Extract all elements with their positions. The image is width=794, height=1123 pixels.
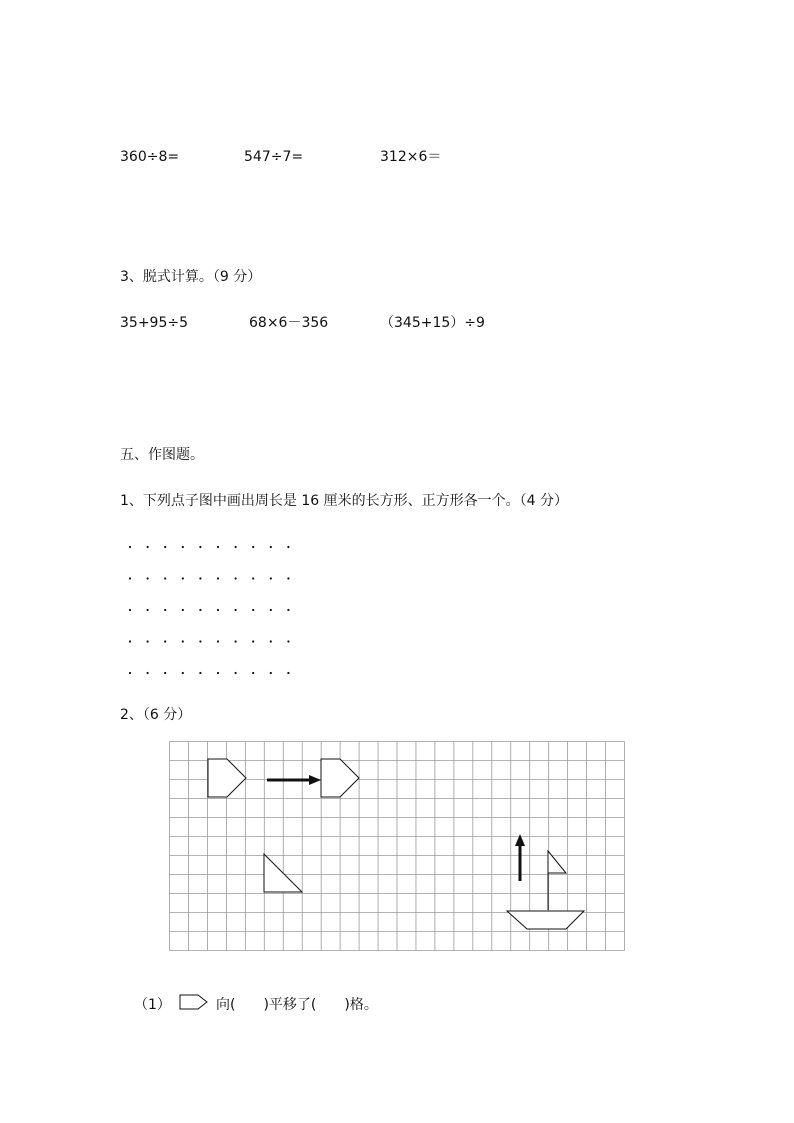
dot bbox=[217, 609, 219, 611]
arrow-right-icon bbox=[267, 775, 321, 785]
dot bbox=[129, 640, 131, 642]
dot bbox=[182, 640, 184, 642]
arrow-up-icon bbox=[515, 834, 525, 881]
dot bbox=[147, 577, 149, 579]
dot bbox=[287, 546, 289, 548]
dot bbox=[129, 577, 131, 579]
pentagon-original bbox=[208, 759, 246, 797]
dot bbox=[147, 546, 149, 548]
dot bbox=[235, 577, 237, 579]
dot bbox=[164, 640, 166, 642]
calc-problem-3: 312×6＝ bbox=[380, 149, 442, 165]
dot-grid bbox=[120, 535, 320, 685]
dot bbox=[287, 609, 289, 611]
dot bbox=[252, 577, 254, 579]
dot bbox=[270, 609, 272, 611]
dot bbox=[217, 672, 219, 674]
dot bbox=[287, 672, 289, 674]
dot bbox=[182, 577, 184, 579]
dot bbox=[252, 672, 254, 674]
dot bbox=[182, 672, 184, 674]
dot bbox=[199, 609, 201, 611]
step-problem-1: 35+95÷5 bbox=[120, 315, 188, 331]
dot bbox=[235, 672, 237, 674]
dot bbox=[199, 577, 201, 579]
dot bbox=[287, 577, 289, 579]
dot bbox=[199, 546, 201, 548]
calc-problem-1: 360÷8= bbox=[120, 149, 180, 165]
dot bbox=[252, 609, 254, 611]
dot bbox=[217, 640, 219, 642]
sub-question-text: 向( )平移了( )格。 bbox=[216, 997, 378, 1013]
dot bbox=[129, 672, 131, 674]
calc-problem-2: 547÷7= bbox=[244, 149, 304, 165]
dot bbox=[164, 577, 166, 579]
dot bbox=[147, 609, 149, 611]
dot bbox=[235, 640, 237, 642]
dot bbox=[182, 546, 184, 548]
dot bbox=[164, 546, 166, 548]
pentagon-icon bbox=[179, 994, 209, 1010]
question-2-text: 2、（6 分） bbox=[120, 707, 192, 723]
dot bbox=[252, 546, 254, 548]
section-5-title: 五、作图题。 bbox=[120, 447, 204, 463]
dot bbox=[182, 609, 184, 611]
dot bbox=[147, 672, 149, 674]
dot bbox=[235, 546, 237, 548]
dot bbox=[270, 577, 272, 579]
pentagon-translated bbox=[321, 759, 359, 797]
dot bbox=[164, 609, 166, 611]
dot bbox=[217, 577, 219, 579]
step-problem-3: （345+15）÷9 bbox=[380, 315, 485, 331]
dot bbox=[235, 609, 237, 611]
dot bbox=[270, 640, 272, 642]
dot bbox=[270, 546, 272, 548]
dot bbox=[199, 672, 201, 674]
dot bbox=[129, 546, 131, 548]
section-3-title: 3、脱式计算。（9 分） bbox=[120, 269, 262, 285]
dot bbox=[252, 640, 254, 642]
dot bbox=[164, 672, 166, 674]
dot bbox=[270, 672, 272, 674]
question-1-text: 1、下列点子图中画出周长是 16 厘米的长方形、正方形各一个。（4 分） bbox=[120, 493, 568, 509]
dot bbox=[199, 640, 201, 642]
square-grid bbox=[169, 741, 625, 951]
dot bbox=[129, 609, 131, 611]
dot bbox=[287, 640, 289, 642]
sub-question-number: （1） bbox=[134, 997, 171, 1013]
dot bbox=[217, 546, 219, 548]
step-problem-2: 68×6－356 bbox=[249, 315, 329, 331]
dot bbox=[147, 640, 149, 642]
